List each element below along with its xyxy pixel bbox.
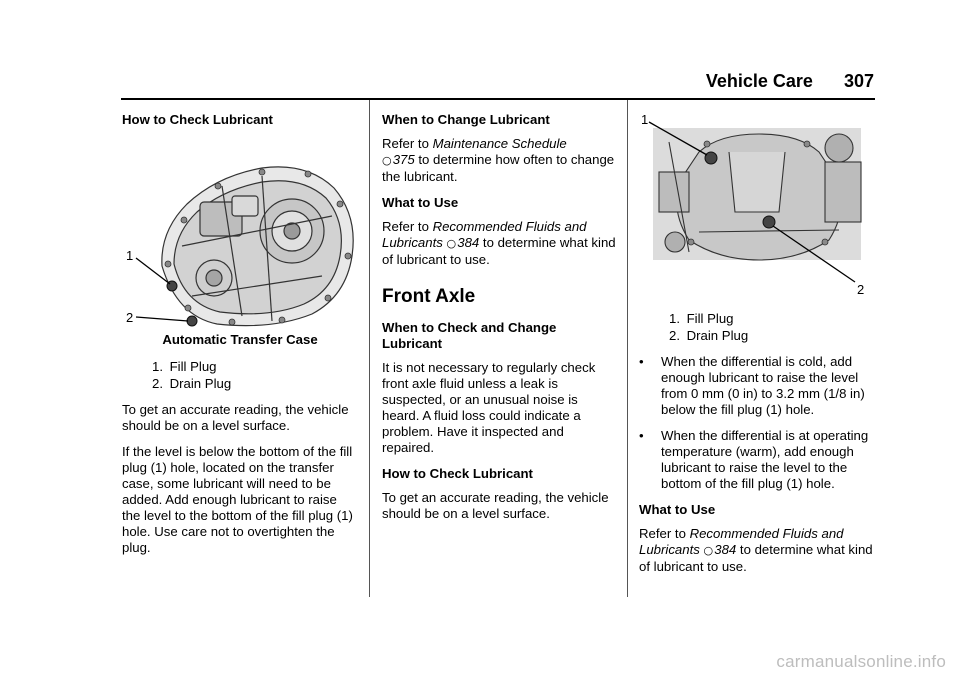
paragraph: Refer to Recommended Fluids and Lubricants ○ 384 to determine what kind of lubricant to use.: [639, 526, 873, 574]
heading-change-lubricant: When to Change Lubricant: [382, 112, 550, 127]
heading-what-to-use: What to Use: [382, 195, 459, 210]
figure-caption: Automatic Transfer Case: [162, 332, 318, 347]
callout-list: [122, 358, 358, 392]
callout-2: 2: [857, 282, 865, 297]
column-divider-1: [369, 100, 370, 597]
xref-link[interactable]: Recommended Fluids and Lubricants: [639, 526, 844, 557]
list-item: 1. Fill Plug: [152, 359, 217, 374]
callout-list: [639, 310, 877, 344]
xref-link[interactable]: Recommended Fluids and Lubricants: [382, 219, 587, 250]
bullet-item: • When the differential is at operating temperature (warm), add enough lubricant to raise the level to the bottom of the fill plug (1) hole.: [639, 428, 869, 491]
callout-1: 1: [641, 112, 649, 127]
page-header: [706, 71, 874, 92]
heading-check-lubricant: How to Check Lubricant: [122, 112, 273, 127]
page-number: 307: [843, 71, 874, 91]
column-2: [382, 112, 618, 532]
column-divider-2: [627, 100, 628, 597]
paragraph: If the level is below the bottom of the fill plug (1) hole, located on the transfer case, some lubricant will need to be added. Add enough lubricant to raise the level to the bottom of the fill plug (1) hole. Use care not to overtighten the plug.: [122, 444, 353, 555]
column-3: [639, 112, 877, 585]
xref-link[interactable]: Maintenance Schedule: [432, 136, 567, 151]
section-title: Vehicle Care: [705, 71, 813, 91]
page-ref-icon: ○: [382, 154, 392, 167]
bullet-icon: •: [639, 428, 644, 443]
page-ref[interactable]: 384: [457, 235, 480, 250]
paragraph: Refer to Maintenance Schedule ○ 375 to determine how often to change the lubricant.: [382, 136, 615, 184]
heading-check-change: When to Check and Change Lubricant: [382, 320, 557, 351]
heading-what-to-use-2: What to Use: [639, 502, 716, 517]
callout-1: 1: [126, 248, 134, 263]
heading-check-lubricant-2: How to Check Lubricant: [382, 466, 533, 481]
transfer-case-figure: [122, 136, 358, 332]
page-ref-icon: ○: [446, 237, 457, 250]
paragraph: To get an accurate reading, the vehicle should be on a level surface.: [122, 402, 349, 433]
list-item: 2. Drain Plug: [152, 376, 232, 391]
watermark: carmanualsonline.info: [776, 652, 946, 671]
callout-2: 2: [126, 310, 134, 325]
paragraph: To get an accurate reading, the vehicle should be on a level surface.: [382, 490, 609, 521]
page-ref-icon: ○: [703, 544, 714, 557]
paragraph: It is not necessary to regularly check front axle fluid unless a leak is suspected, or an unusual noise is heard. A fluid loss could indicate a problem. Have it inspected and repaired.: [382, 360, 596, 455]
page-ref[interactable]: 384: [714, 542, 737, 557]
bullet-item: • When the differential is cold, add enough lubricant to raise the level from 0 mm (0 in) to 3.2 mm (1/8 in) below the fill plug (1) hole.: [639, 354, 865, 417]
list-item: 2. Drain Plug: [669, 328, 749, 343]
section-heading-front-axle: Front Axle: [382, 286, 476, 307]
front-axle-figure: [639, 112, 875, 298]
list-item: 1. Fill Plug: [669, 311, 734, 326]
column-1: [122, 112, 358, 566]
header-rule: [121, 98, 875, 100]
bullet-icon: •: [639, 354, 644, 369]
paragraph: Refer to Recommended Fluids and Lubricants ○ 384 to determine what kind of lubricant to use.: [382, 219, 616, 267]
page-ref[interactable]: 375: [392, 152, 415, 167]
